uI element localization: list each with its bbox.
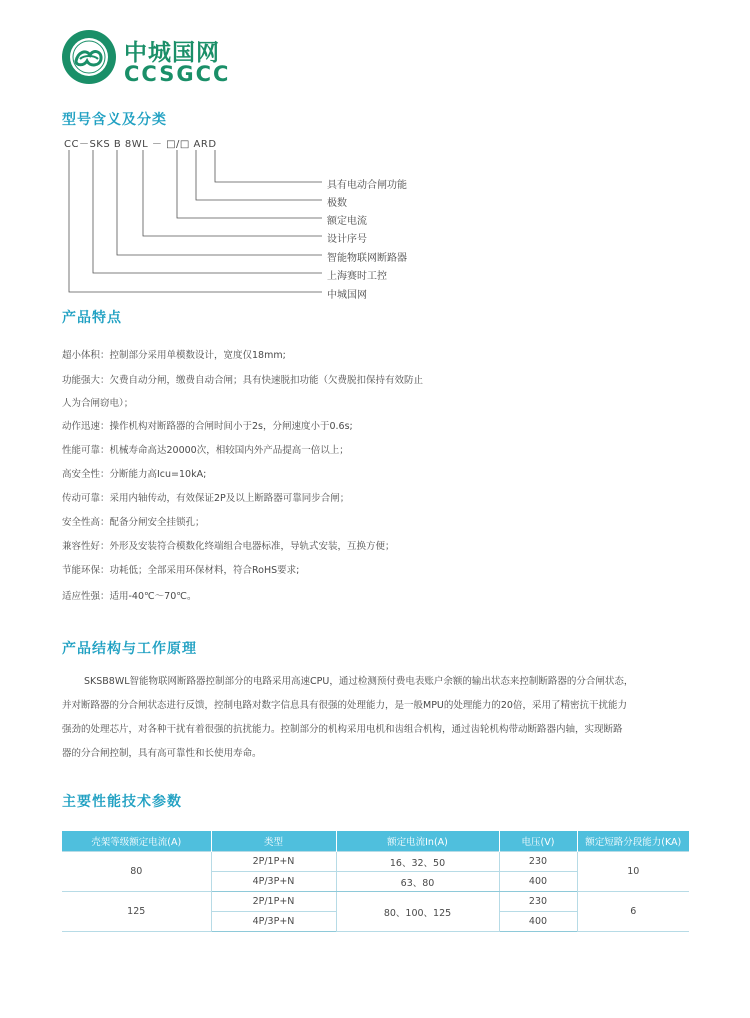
- column-header-breaking-capacity: 额定短路分段能力(KA): [577, 831, 689, 852]
- cell-breaking-capacity: 10: [577, 852, 689, 892]
- cell-type: 4P/3P+N: [211, 872, 336, 892]
- principle-paragraph-line: 并对断路器的分合闸状态进行反馈，控制电路对数字信息具有很强的处理能力，是一般MPU的处理能力的20倍，采用了精密抗干扰能力: [62, 700, 627, 711]
- cell-voltage: 230: [499, 892, 577, 912]
- principle-paragraph-line: 器的分合闸控制，具有高可靠性和长使用寿命。: [62, 748, 262, 759]
- cell-rated-current: 16、32、50: [336, 852, 499, 872]
- table-row: [62, 892, 689, 912]
- cell-type: 4P/3P+N: [211, 912, 336, 932]
- feature-item: 人为合闸窃电）；: [62, 398, 134, 409]
- feature-item: 超小体积：控制部分采用单模数设计，宽度仅18mm;: [62, 350, 286, 361]
- column-header-frame-current: 壳架等级额定电流(A): [62, 831, 211, 852]
- cell-type: 2P/1P+N: [211, 892, 336, 912]
- cell-voltage: 400: [499, 872, 577, 892]
- model-label-manufacturer: 上海赛时工控: [327, 271, 387, 282]
- feature-item: 兼容性好：外形及安装符合模数化终端组合电器标准，导轨式安装，互换方便；: [62, 541, 395, 552]
- feature-item: 性能可靠：机械寿命高达20000次，相较国内外产品提高一倍以上；: [62, 445, 349, 456]
- section-title-specs: 主要性能技术参数: [62, 794, 182, 810]
- cell-rated-current: 63、80: [336, 872, 499, 892]
- cell-rated-current: 80、100、125: [336, 892, 499, 932]
- cell-voltage: 230: [499, 852, 577, 872]
- feature-item: 传动可靠：采用内轴传动，有效保证2P及以上断路器可靠同步合闸；: [62, 493, 350, 504]
- cell-voltage: 400: [499, 912, 577, 932]
- principle-paragraph-line: 强劲的处理芯片，对各种干扰有着很强的抗扰能力。控制部分的机构采用电机和齿组合机构，通过齿轮机构带动断路器内轴，实现断路: [62, 724, 623, 735]
- model-label-brand: 中城国网: [327, 290, 367, 301]
- feature-item: 节能环保：功耗低；全部采用环保材料，符合RoHS要求;: [62, 565, 300, 576]
- cell-frame-current: 125: [62, 892, 211, 932]
- feature-item: 动作迅速：操作机构对断路器的合闸时间小于2s，分闸速度小于0.6s;: [62, 421, 353, 432]
- section-title-features: 产品特点: [62, 310, 122, 326]
- table-row: [62, 852, 689, 872]
- model-label-electric-closing: 具有电动合闸功能: [327, 180, 407, 191]
- spec-table-header-row: [62, 831, 689, 852]
- column-header-rated-current: 额定电流In(A): [336, 831, 499, 852]
- model-code: CC－SKS B 8WL － □/□ ARD: [64, 139, 217, 150]
- model-label-poles: 极数: [327, 198, 347, 209]
- feature-item: 安全性高：配备分闸安全挂锁孔；: [62, 517, 205, 528]
- feature-item: 功能强大：欠费自动分闸，缴费自动合闸；具有快速脱扣功能（欠费脱扣保持有效防止: [62, 375, 424, 386]
- model-label-iot-breaker: 智能物联网断路器: [327, 253, 407, 264]
- column-header-type: 类型: [211, 831, 336, 852]
- section-title-principle: 产品结构与工作原理: [62, 641, 197, 657]
- logo-name-en: CCSGCC: [124, 62, 231, 86]
- spec-table: [62, 831, 689, 932]
- model-label-rated-current: 额定电流: [327, 216, 367, 227]
- logo-name-cn: 中城国网: [124, 40, 220, 66]
- feature-item: 适应性强：适用-40℃～70℃。: [62, 591, 197, 602]
- cell-frame-current: 80: [62, 852, 211, 892]
- feature-item: 高安全性：分断能力高Icu=10kA;: [62, 469, 207, 480]
- section-title-model: 型号含义及分类: [62, 112, 167, 128]
- cell-type: 2P/1P+N: [211, 852, 336, 872]
- principle-paragraph-line: SKSB8WL智能物联网断路器控制部分的电路采用高速CPU，通过检测预付费电表账户余额的输出状态来控制断路器的分合闸状态，: [84, 676, 634, 687]
- model-label-design-number: 设计序号: [327, 234, 367, 245]
- cell-breaking-capacity: 6: [577, 892, 689, 932]
- column-header-voltage: 电压(V): [499, 831, 577, 852]
